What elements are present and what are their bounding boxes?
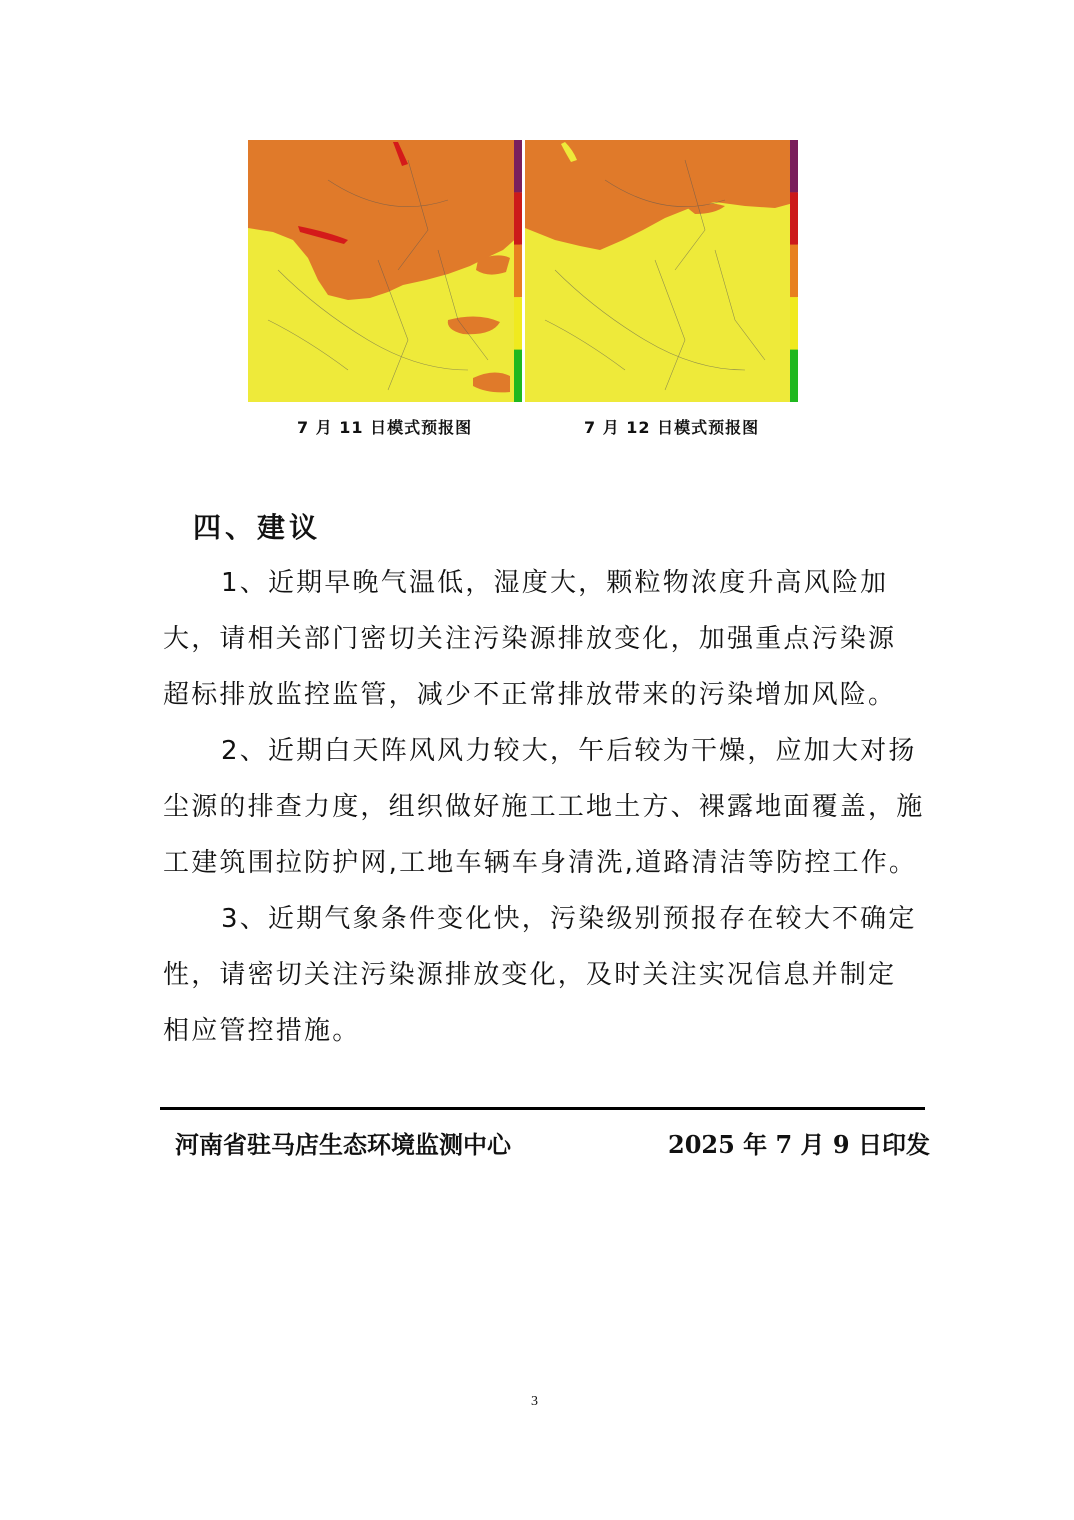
paragraph-line: 工建筑围拉防护网,工地车辆车身清洗,道路清洁等防控工作。 [163, 848, 918, 878]
paragraph-2 [163, 723, 923, 891]
forecast-map-legend-2 [790, 140, 798, 402]
forecast-map-july-12 [525, 140, 797, 402]
paragraph-line: 相应管控措施。 [163, 1016, 361, 1046]
paragraph-3 [163, 891, 923, 1059]
legend-swatch [790, 192, 798, 244]
paragraph-line: 1、近期早晚气温低，湿度大，颗粒物浓度升高风险加 [221, 568, 889, 598]
forecast-map-july-11 [248, 140, 520, 402]
paragraph-line: 大，请相关部门密切关注污染源排放变化，加强重点污染源 [163, 624, 897, 654]
figure-caption-1: 7 月 11 日模式预报图 [297, 418, 473, 437]
legend-swatch [514, 297, 522, 349]
forecast-map-legend-1 [514, 140, 522, 402]
section-heading: 四、建议 [193, 511, 322, 544]
paragraph-line: 尘源的排查力度，组织做好施工工地土方、裸露地面覆盖，施 [163, 792, 925, 822]
footer-divider [160, 1107, 925, 1110]
paragraph-line: 3、近期气象条件变化快，污染级别预报存在较大不确定 [221, 904, 917, 934]
legend-swatch [790, 297, 798, 349]
figure-caption-2: 7 月 12 日模式预报图 [584, 418, 760, 437]
footer-organization: 河南省驻马店生态环境监测中心 [175, 1130, 511, 1159]
legend-swatch [514, 350, 522, 402]
paragraph-line: 2、近期白天阵风风力较大，午后较为干燥，应加大对扬 [221, 736, 917, 766]
paragraph-line: 超标排放监控监管，减少不正常排放带来的污染增加风险。 [163, 680, 897, 710]
paragraph-1 [163, 555, 923, 723]
legend-swatch [790, 350, 798, 402]
legend-swatch [514, 192, 522, 244]
page-number: 3 [531, 1394, 538, 1409]
footer-issue-date: 2025 年 7 月 9 日印发 [668, 1130, 930, 1159]
legend-swatch [514, 140, 522, 192]
legend-swatch [514, 245, 522, 297]
paragraph-line: 性，请密切关注污染源排放变化，及时关注实况信息并制定 [163, 960, 897, 990]
legend-swatch [790, 140, 798, 192]
legend-swatch [790, 245, 798, 297]
